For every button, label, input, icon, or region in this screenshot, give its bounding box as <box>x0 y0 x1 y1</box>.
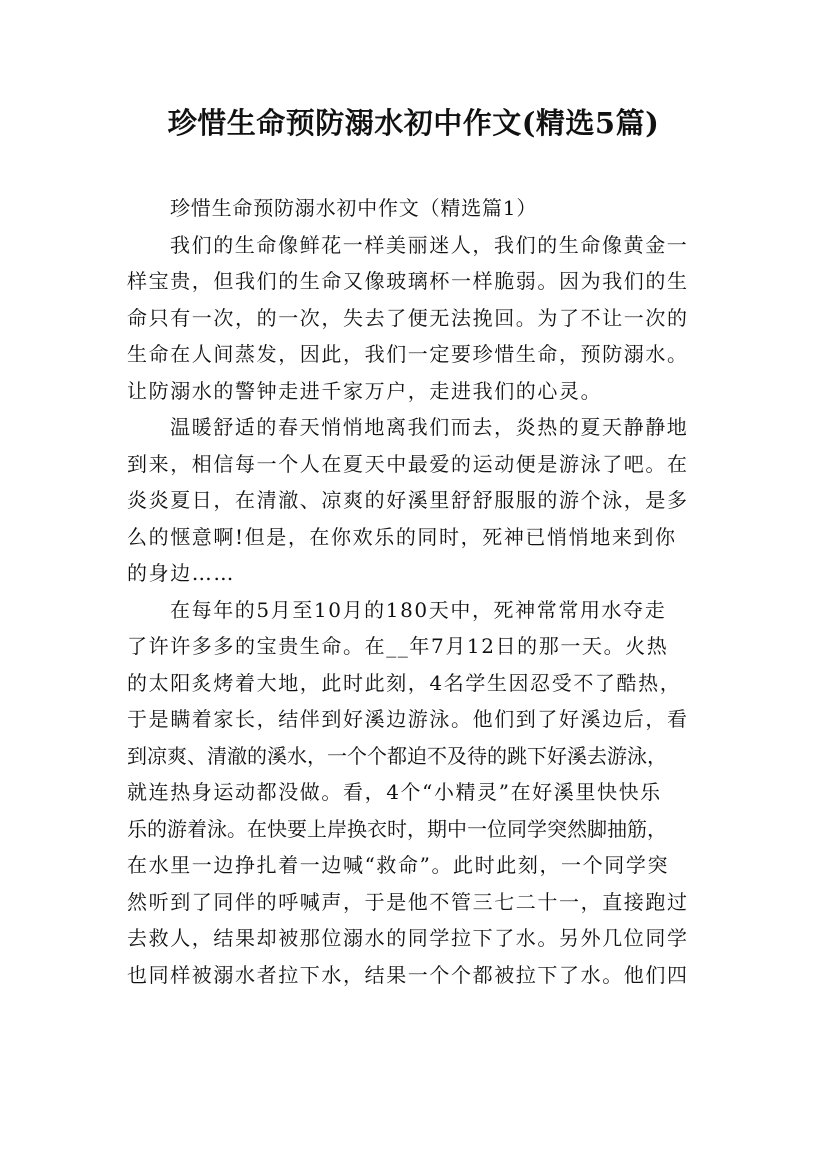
document-title: 珍惜生命预防溺水初中作文(精选5篇) <box>167 106 660 140</box>
paragraph-line: 到凉爽、清澈的溪水，一个个都迫不及待的跳下好溪去游泳， <box>127 743 667 768</box>
paragraph-line: 去救人，结果却被那位溺水的同学拉下了水。另外几位同学 <box>127 926 689 950</box>
paragraph-1 <box>127 227 717 410</box>
paragraph-line: 乐的游着泳。在快要上岸换衣时，期中一位同学突然脚抽筋， <box>127 816 667 841</box>
paragraph-line: 生命在人间蒸发，因此，我们一定要珍惜生命，预防溺水。 <box>127 342 689 366</box>
paragraph-line: 我们的生命像鲜花一样美丽迷人，我们的生命像黄金一 <box>170 232 689 257</box>
paragraph-line: 温暖舒适的春天悄悄地离我们而去，炎热的夏天静静地 <box>170 415 689 439</box>
paragraph-line: 么的惬意啊!但是，在你欢乐的同时，死神已悄悄地来到你 <box>127 524 677 549</box>
paragraph-line: 就连热身运动都没做。看，4个“小精灵”在好溪里快快乐 <box>127 780 662 804</box>
paragraph-line: 也同样被溺水者拉下水，结果一个个都被拉下了水。他们四 <box>127 962 689 987</box>
document-body <box>127 190 717 993</box>
paragraph-line: 命只有一次，的一次，失去了便无法挽回。为了不让一次的 <box>127 305 689 330</box>
paragraph-line: 在每年的5月至10月的180天中，死神常常用水夺走 <box>170 597 667 622</box>
paragraph-line: 到来，相信每一个人在夏天中最爱的运动便是游泳了吧。在 <box>127 451 689 476</box>
paragraph-line: 然听到了同伴的呼喊声，于是他不管三七二十一，直接跑过 <box>127 889 689 914</box>
paragraph-line: 炎炎夏日，在清澈、凉爽的好溪里舒舒服服的游个泳，是多 <box>127 488 689 512</box>
paragraph-2 <box>127 409 717 592</box>
paragraph-line: 的太阳炙烤着大地，此时此刻，4名学生因忍受不了酷热， <box>127 670 682 695</box>
paragraph-line: 的身边…… <box>127 561 235 585</box>
paragraph-3 <box>127 592 717 994</box>
paragraph-line: 样宝贵，但我们的生命又像玻璃杯一样脆弱。因为我们的生 <box>127 269 689 293</box>
paragraph-line: 了许许多多的宝贵生命。在__年7月12日的那一天。火热 <box>127 634 669 658</box>
section-subtitle: 珍惜生命预防溺水初中作文（精选篇1） <box>170 196 538 220</box>
paragraph-line: 在水里一边挣扎着一边喊“救命”。此时此刻，一个同学突 <box>127 853 670 877</box>
paragraph-line: 于是瞒着家长，结伴到好溪边游泳。他们到了好溪边后，看 <box>127 707 689 731</box>
paragraph-line: 让防溺水的警钟走进千家万户，走进我们的心灵。 <box>127 378 603 403</box>
